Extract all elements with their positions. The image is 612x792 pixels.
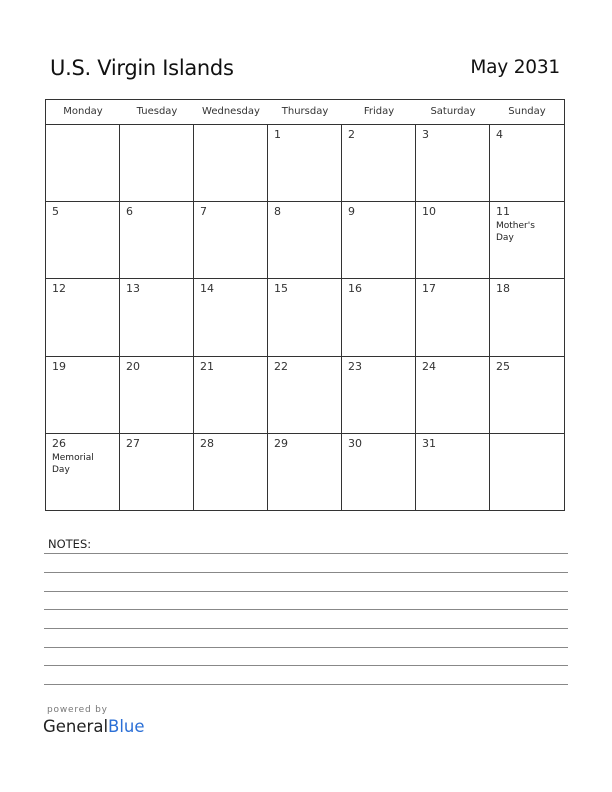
day-cell[interactable] bbox=[268, 434, 342, 511]
calendar-month: May 2031 bbox=[470, 57, 560, 78]
day-cell[interactable] bbox=[120, 279, 194, 355]
weekday-monday: Monday bbox=[63, 106, 103, 117]
day-cell[interactable] bbox=[342, 125, 416, 201]
day-number: 31 bbox=[422, 436, 436, 450]
day-cell[interactable] bbox=[46, 202, 120, 278]
powered-by-text: powered by bbox=[47, 705, 108, 715]
day-number: 29 bbox=[274, 436, 288, 450]
calendar-grid bbox=[45, 99, 565, 511]
generalblue-logo[interactable] bbox=[43, 717, 145, 736]
weekday-thursday: Thursday bbox=[281, 106, 329, 117]
day-number: 1 bbox=[274, 128, 281, 141]
calendar-title: U.S. Virgin Islands bbox=[50, 56, 234, 80]
week-row bbox=[46, 279, 564, 356]
day-cell[interactable] bbox=[416, 202, 490, 278]
day-number: 17 bbox=[422, 282, 436, 296]
day-cell[interactable] bbox=[120, 202, 194, 278]
notes-line bbox=[44, 665, 568, 666]
day-number: 28 bbox=[200, 436, 214, 450]
notes-line bbox=[44, 572, 568, 573]
calendar-weeks bbox=[46, 125, 564, 511]
day-number: 16 bbox=[348, 282, 362, 296]
notes-line bbox=[44, 553, 568, 554]
weekday-saturday: Saturday bbox=[430, 106, 476, 117]
day-cell[interactable] bbox=[342, 357, 416, 433]
day-cell[interactable] bbox=[490, 357, 564, 433]
day-number: 7 bbox=[200, 205, 207, 219]
week-row bbox=[46, 357, 564, 434]
day-number: 2 bbox=[348, 128, 355, 141]
day-number: 23 bbox=[348, 359, 362, 373]
day-cell[interactable] bbox=[490, 202, 564, 278]
day-cell[interactable] bbox=[416, 125, 490, 201]
day-cell[interactable] bbox=[490, 125, 564, 201]
day-number: 27 bbox=[126, 436, 140, 450]
day-number: 25 bbox=[496, 359, 510, 373]
day-number: 8 bbox=[274, 205, 281, 219]
holiday-label: Mother's Day bbox=[496, 221, 535, 244]
day-cell[interactable] bbox=[120, 125, 194, 201]
brand-blue: Blue bbox=[108, 717, 145, 736]
weekday-wednesday: Wednesday bbox=[202, 106, 260, 117]
day-number: 11 bbox=[496, 205, 510, 219]
day-cell[interactable] bbox=[490, 434, 564, 511]
day-cell[interactable] bbox=[416, 279, 490, 355]
notes-line bbox=[44, 684, 568, 685]
day-cell[interactable] bbox=[268, 357, 342, 433]
weekday-tuesday: Tuesday bbox=[136, 106, 178, 117]
day-number: 5 bbox=[52, 205, 59, 219]
day-cell[interactable] bbox=[120, 357, 194, 433]
day-cell[interactable] bbox=[268, 202, 342, 278]
day-number: 6 bbox=[126, 205, 133, 219]
day-number: 3 bbox=[422, 128, 429, 141]
day-cell[interactable] bbox=[342, 202, 416, 278]
notes-line bbox=[44, 628, 568, 629]
day-cell[interactable] bbox=[46, 279, 120, 355]
day-number: 30 bbox=[348, 436, 362, 450]
day-number: 22 bbox=[274, 359, 288, 373]
day-cell[interactable] bbox=[120, 434, 194, 511]
notes-label: NOTES: bbox=[48, 537, 92, 551]
day-number: 4 bbox=[496, 128, 503, 141]
day-cell[interactable] bbox=[194, 202, 268, 278]
day-cell[interactable] bbox=[416, 434, 490, 511]
day-number: 9 bbox=[348, 205, 355, 219]
day-number: 14 bbox=[200, 282, 214, 296]
holiday-label: Memorial Day bbox=[52, 452, 94, 475]
day-number: 12 bbox=[52, 282, 66, 296]
day-number: 13 bbox=[126, 282, 140, 296]
day-cell[interactable] bbox=[46, 434, 120, 511]
day-number: 19 bbox=[52, 359, 66, 373]
day-cell[interactable] bbox=[342, 434, 416, 511]
week-row bbox=[46, 434, 564, 511]
notes-line bbox=[44, 609, 568, 610]
day-cell[interactable] bbox=[342, 279, 416, 355]
day-cell[interactable] bbox=[46, 357, 120, 433]
day-number: 26 bbox=[52, 436, 66, 450]
day-number: 18 bbox=[496, 282, 510, 296]
day-cell[interactable] bbox=[194, 279, 268, 355]
day-number: 15 bbox=[274, 282, 288, 296]
day-number: 24 bbox=[422, 359, 436, 373]
brand-general: General bbox=[43, 717, 109, 736]
day-cell[interactable] bbox=[268, 279, 342, 355]
day-number: 10 bbox=[422, 205, 436, 219]
day-cell[interactable] bbox=[194, 357, 268, 433]
day-number: 21 bbox=[200, 359, 214, 373]
notes-line bbox=[44, 647, 568, 648]
day-cell[interactable] bbox=[46, 125, 120, 201]
day-cell[interactable] bbox=[416, 357, 490, 433]
day-cell[interactable] bbox=[194, 434, 268, 511]
weekday-friday: Friday bbox=[363, 106, 395, 117]
week-row bbox=[46, 125, 564, 202]
weekday-header-row bbox=[46, 100, 564, 125]
day-number: 20 bbox=[126, 359, 140, 373]
day-cell[interactable] bbox=[194, 125, 268, 201]
day-cell[interactable] bbox=[490, 279, 564, 355]
week-row bbox=[46, 202, 564, 279]
day-cell[interactable] bbox=[268, 125, 342, 201]
weekday-sunday: Sunday bbox=[508, 106, 546, 117]
notes-line bbox=[44, 591, 568, 592]
